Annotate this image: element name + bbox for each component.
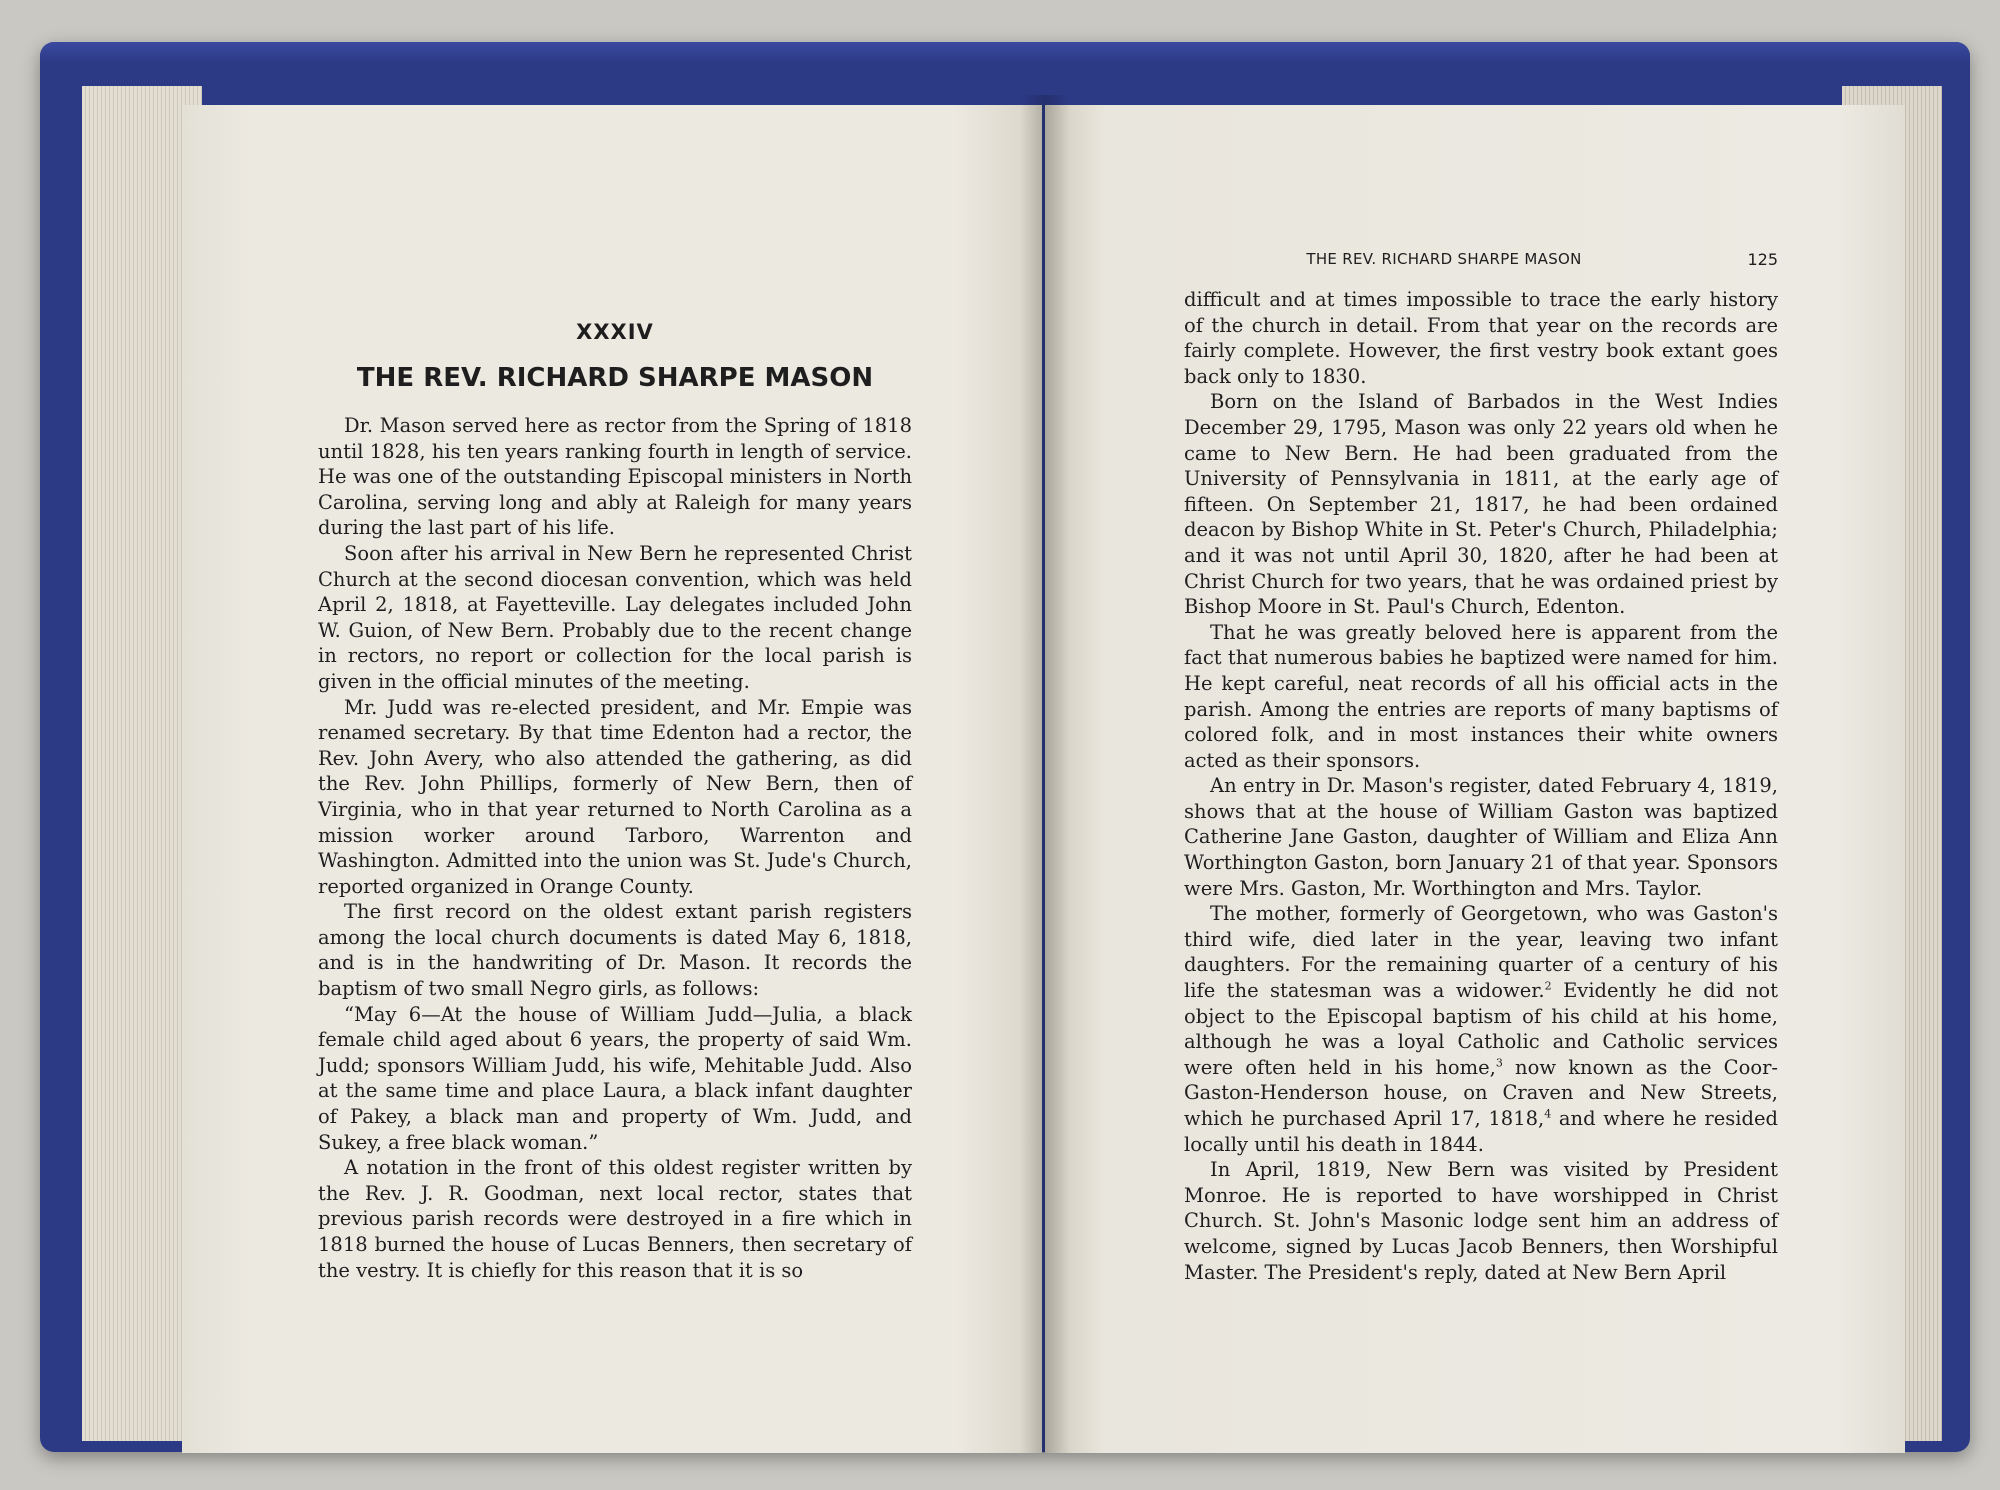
footnote-ref[interactable]: 2 <box>1544 979 1552 993</box>
paragraph <box>1184 901 1778 1157</box>
paragraph: The first record on the oldest extant parish registers among the local church documents is dated May 6, 1818, and is in the handwriting of Dr. Mason. It records the baptism of two small Negro girls, as follows: <box>318 900 912 1001</box>
chapter-title: THE REV. RICHARD SHARPE MASON <box>356 363 874 393</box>
text-span: The mother, formerly of Georgetown, who was Gaston's third wife, died later in the year, leaving two infant daughters. For the remaining quarter of a century of his life the statesman was a widower. <box>1184 902 1778 1003</box>
running-head: THE REV. RICHARD SHARPE MASON <box>1306 250 1582 268</box>
footnote-ref[interactable]: 4 <box>1544 1107 1552 1121</box>
left-page-text <box>318 413 912 1283</box>
text-span: and where he resided locally until his death in 1844. <box>1184 1107 1778 1156</box>
paragraph: A notation in the front of this oldest register written by the Rev. J. R. Goodman, next local rector, states that previous parish records were destroyed in a fire which in 1818 burned the house of Lucas Benners, then secretary of the vestry. It is chiefly for this reason that it is so <box>318 1156 912 1282</box>
paragraph: Mr. Judd was re-elected president, and Mr. Empie was renamed secretary. By that time Edenton had a rector, the Rev. John Avery, who also attended the gathering, as did the Rev. John Phillips, formerly of New Bern, then of Virginia, who in that year returned to North Carolina as a mission worker around Tarboro, Warrenton and Washington. Admitted into the union was St. Jude's Church, reported organized in Orange County. <box>318 695 912 898</box>
paragraph: An entry in Dr. Mason's register, dated February 4, 1819, shows that at the house of William Gaston was baptized Catherine Jane Gaston, daughter of William and Eliza Ann Worthington Gaston, born January 21 of that year. Sponsors were Mrs. Gaston, Mr. Worthington and Mrs. Taylor. <box>1184 774 1778 900</box>
paragraph: In April, 1819, New Bern was visited by President Monroe. He is reported to have worshipped in Christ Church. St. John's Masonic lodge sent him an address of welcome, signed by Lucas Jacob Benners, then Worshipful Master. The President's reply, dated at New Bern April <box>1184 1158 1778 1284</box>
paragraph: That he was greatly beloved here is apparent from the fact that numerous babies he baptized were named for him. He kept careful, neat records of all his official acts in the parish. Among the entries are reports of many baptisms of colored folk, and in most instances their white owners acted as their sponsors. <box>1184 620 1778 772</box>
paragraph: Born on the Island of Barbados in the West Indies December 29, 1795, Mason was only 22 years old when he came to New Bern. He had been graduated from the University of Pennsylvania in 1811, at the early age of fifteen. On September 21, 1817, he had been ordained deacon by Bishop White in St. Peter's Church, Philadelphia; and it was not until April 30, 1820, after he had been at Christ Church for two years, that he was ordained priest by Bishop Moore in St. Paul's Church, Edenton. <box>1184 390 1778 619</box>
chapter-number: XXXIV <box>576 320 654 344</box>
left-page <box>182 105 1042 1453</box>
page-number: 125 <box>1747 250 1778 269</box>
book-spine-gutter <box>1020 95 1070 1453</box>
right-page <box>1045 105 1905 1453</box>
right-page-text <box>1184 287 1778 1285</box>
text-span: now known as the Coor-Gaston-Henderson house, on Craven and New Streets, which he purchased April 17, 1818, <box>1184 1055 1778 1130</box>
text-span: Evidently he did not object to the Episcopal baptism of his child at his home, although he was a loyal Catholic and Catholic services were often held in his home, <box>1184 979 1778 1079</box>
paragraph: Soon after his arrival in New Bern he represented Christ Church at the second diocesan convention, which was held April 2, 1818, at Fayetteville. Lay delegates included John W. Guion, of New Bern. Probably due to the recent change in rectors, no report or collection for the local parish is given in the official minutes of the meeting. <box>318 541 912 693</box>
paragraph: Dr. Mason served here as rector from the Spring of 1818 until 1828, his ten years ranking fourth in length of service. He was one of the outstanding Episcopal ministers in North Carolina, serving long and ably at Raleigh for many years during the last part of his life. <box>318 414 912 540</box>
footnote-ref[interactable]: 3 <box>1495 1056 1503 1070</box>
paragraph: “May 6—At the house of William Judd—Julia, a black female child aged about 6 years, the property of said Wm. Judd; sponsors William Judd, his wife, Mehitable Judd. Also at the same time and place Laura, a black infant daughter of Pakey, a black man and property of Wm. Judd, and Sukey, a free black woman.” <box>318 1002 912 1154</box>
paragraph: difficult and at times impossible to trace the early history of the church in detail. From that year on the records are fairly complete. However, the first vestry book extant goes back only to 1830. <box>1184 288 1778 388</box>
